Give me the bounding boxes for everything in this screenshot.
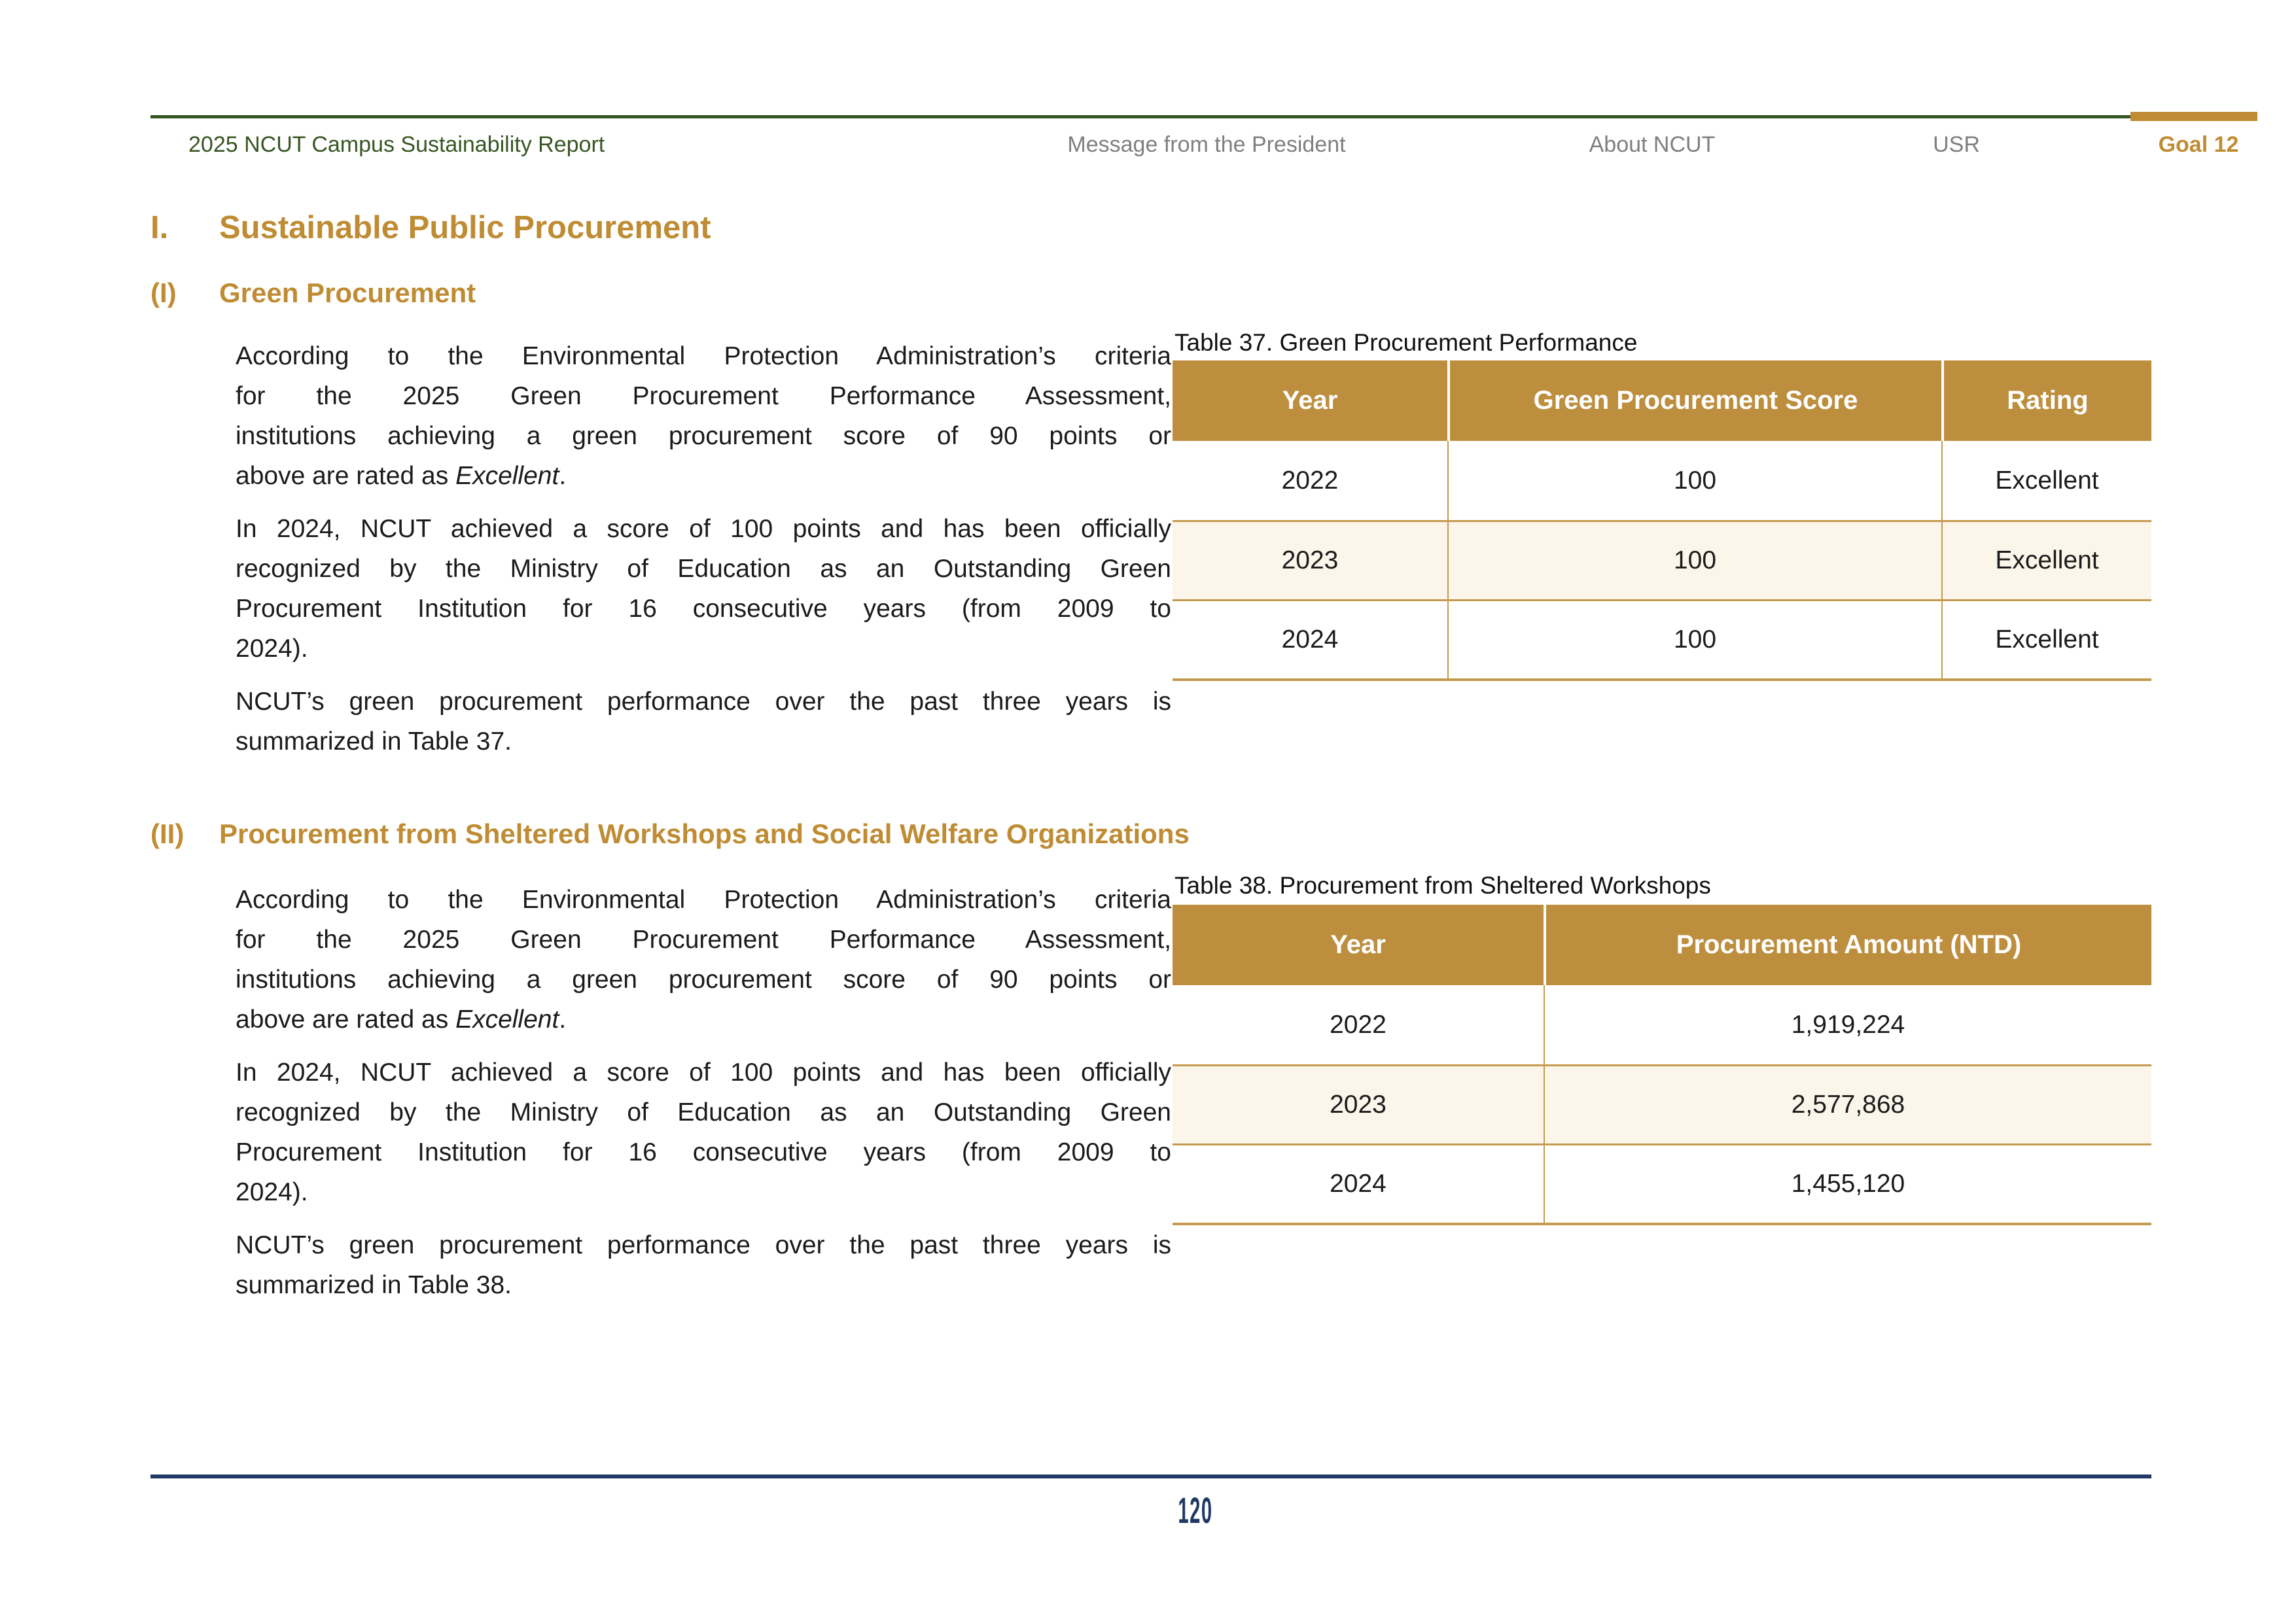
table-cell-year: 2023 [1173, 1066, 1544, 1143]
section-2-body [236, 880, 1171, 1318]
paragraph-line: NCUT’s green procurement performance over the past three years is [236, 1231, 1171, 1259]
paragraph [236, 336, 1171, 496]
nav-item-goal-12[interactable]: Goal 12 [2158, 132, 2239, 157]
subsection-1-heading [150, 277, 476, 309]
table-row [1173, 599, 2151, 678]
paragraph [236, 1053, 1171, 1212]
table-header-row [1173, 905, 2151, 985]
paragraph-line: According to the Environmental Protection Administration’s criteria [236, 342, 1171, 370]
paragraph [236, 1225, 1171, 1305]
subsection-2-number: (II) [150, 818, 185, 849]
paragraph [236, 880, 1171, 1039]
paragraph-line: institutions achieving a green procurement score of 90 points or [236, 966, 1171, 994]
table-row [1173, 1143, 2151, 1223]
table-cell-year: 2024 [1173, 1145, 1544, 1223]
active-tab-marker [2130, 112, 2257, 121]
paragraph-line: institutions achieving a green procurement score of 90 points or [236, 422, 1171, 450]
table-header-cell: Year [1173, 360, 1447, 441]
header-rule [150, 115, 2130, 118]
paragraph-line: Procurement Institution for 16 consecutive years (from 2009 to [236, 595, 1171, 623]
paragraph-line: recognized by the Ministry of Education as an Outstanding Green [236, 555, 1171, 583]
paragraph-line: In 2024, NCUT achieved a score of 100 points and has been officially [236, 1058, 1171, 1087]
table-cell-amount: 1,455,120 [1544, 1145, 2151, 1223]
subsection-2-heading [150, 818, 1190, 850]
table-row [1173, 520, 2151, 599]
paragraph [236, 682, 1171, 761]
subsection-2-title: Procurement from Sheltered Workshops and Social Welfare Organizations [219, 818, 1190, 849]
table-cell-year: 2022 [1173, 441, 1447, 520]
paragraph-line: According to the Environmental Protection Administration’s criteria [236, 886, 1171, 914]
table-37 [1173, 360, 2151, 681]
paragraph [236, 509, 1171, 669]
page-number: 120 [1178, 1490, 1213, 1531]
table-row [1173, 441, 2151, 520]
subsection-1-title: Green Procurement [219, 277, 476, 308]
table-cell-year: 2023 [1173, 522, 1447, 599]
footer-rule [150, 1475, 2151, 1478]
table-row [1173, 1064, 2151, 1143]
paragraph-line: for the 2025 Green Procurement Performance Assessment, [236, 382, 1171, 410]
table-cell-score: 100 [1447, 441, 1941, 520]
italic-text: Excellent [455, 1005, 559, 1034]
section-1-number: I. [150, 210, 169, 245]
table-cell-score: 100 [1447, 522, 1941, 599]
section-1-body [236, 336, 1171, 775]
table-38-caption: Table 38. Procurement from Sheltered Workshops [1174, 872, 1711, 899]
nav-item-message-from-president[interactable]: Message from the President [1067, 132, 1346, 157]
table-header-cell: Rating [1941, 360, 2151, 441]
section-1-heading [150, 209, 711, 246]
section-1-title: Sustainable Public Procurement [219, 210, 711, 245]
table-header-row [1173, 360, 2151, 441]
paragraph-line: summarized in Table 38. [236, 1271, 512, 1299]
paragraph-line: 2024). [236, 635, 308, 663]
table-cell-rating: Excellent [1941, 441, 2151, 520]
nav-item-usr[interactable]: USR [1933, 132, 1980, 157]
table-cell-rating: Excellent [1941, 522, 2151, 599]
paragraph-line: recognized by the Ministry of Education as an Outstanding Green [236, 1098, 1171, 1126]
paragraph-line: 2024). [236, 1178, 308, 1206]
table-cell-year: 2024 [1173, 601, 1447, 678]
table-cell-year: 2022 [1173, 985, 1544, 1064]
paragraph-line: NCUT’s green procurement performance over the past three years is [236, 688, 1171, 716]
table-header-cell: Procurement Amount (NTD) [1544, 905, 2151, 985]
table-header-cell: Green Procurement Score [1447, 360, 1941, 441]
paragraph-line: above are rated as Excellent. [236, 1005, 567, 1034]
table-header-cell: Year [1173, 905, 1544, 985]
paragraph-line: summarized in Table 37. [236, 727, 512, 756]
paragraph-line: above are rated as Excellent. [236, 462, 567, 490]
italic-text: Excellent [455, 462, 559, 490]
paragraph-line: for the 2025 Green Procurement Performance Assessment, [236, 926, 1171, 954]
nav-item-about-ncut[interactable]: About NCUT [1589, 132, 1716, 157]
paragraph-line: In 2024, NCUT achieved a score of 100 points and has been officially [236, 515, 1171, 543]
table-row [1173, 985, 2151, 1064]
table-38 [1173, 905, 2151, 1225]
table-cell-amount: 2,577,868 [1544, 1066, 2151, 1143]
table-cell-amount: 1,919,224 [1544, 985, 2151, 1064]
table-cell-rating: Excellent [1941, 601, 2151, 678]
report-title: 2025 NCUT Campus Sustainability Report [188, 132, 605, 157]
subsection-1-number: (I) [150, 277, 177, 308]
table-cell-score: 100 [1447, 601, 1941, 678]
paragraph-line: Procurement Institution for 16 consecutive years (from 2009 to [236, 1138, 1171, 1166]
table-37-caption: Table 37. Green Procurement Performance [1174, 329, 1638, 356]
